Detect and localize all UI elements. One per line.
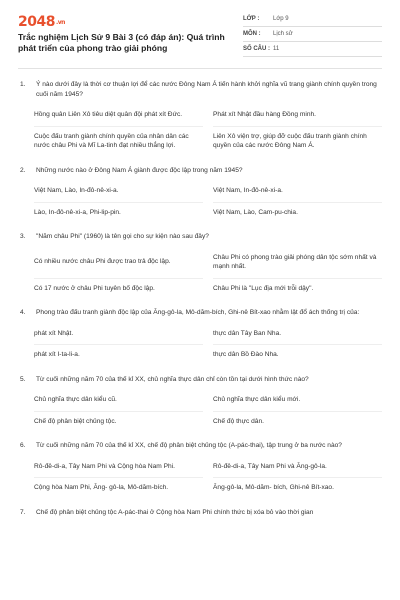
question-header [18, 80, 382, 99]
question-number: 4. [20, 309, 26, 316]
answer-options [34, 105, 382, 157]
question-header [18, 375, 382, 385]
answer-options [34, 324, 382, 366]
meta-value: Lịch sử [273, 31, 293, 37]
meta-key: MÔN : [243, 31, 261, 37]
logo-sub-text: .vn [55, 18, 65, 26]
answer-option[interactable]: phát xít I-ta-li-a. [34, 344, 203, 366]
answer-option[interactable]: Có nhiều nước châu Phi được trao trả độc lập. [34, 258, 171, 266]
question-text: Chế độ phân biệt chủng tộc A-pác-thai ở Cộng hòa Nam Phi chính thức bị xóa bỏ vào thời gian [36, 508, 314, 516]
logo-main-text: 2048 [18, 14, 55, 30]
answer-option[interactable]: Phát xít Nhật đầu hàng Đồng minh. [213, 111, 317, 118]
answer-options [34, 248, 382, 300]
question-item [18, 308, 382, 366]
question-text: Phong trào đấu tranh giành độc lập của Ăng-gô-la, Mô-dăm-bích, Ghi-nê Bít-xao nhằm lật đổ ách thống trị của: [36, 309, 360, 316]
meta-table [243, 12, 382, 57]
answer-option[interactable]: thực dân Tây Ban Nha. [213, 329, 282, 337]
meta-row-grade [243, 12, 382, 27]
answer-option[interactable]: Chủ nghĩa thực dân kiểu cũ. [34, 396, 117, 403]
question-text: Những nước nào ở Đông Nam Á giành được độc lập trong năm 1945? [36, 166, 243, 174]
question-item [18, 232, 382, 299]
answer-options [34, 457, 382, 499]
answer-option[interactable]: Chủ nghĩa thực dân kiểu mới. [213, 396, 301, 403]
answer-option[interactable]: Có 17 nước ở châu Phi tuyên bố độc lập. [34, 278, 203, 300]
question-item [18, 80, 382, 157]
answer-option[interactable]: Chế độ thực dân. [213, 411, 382, 433]
answer-option[interactable]: Chế độ phân biệt chủng tộc. [34, 411, 203, 433]
question-text: "Năm châu Phi" (1960) là tên gọi cho sự kiện nào sau đây? [36, 233, 209, 240]
meta-row-subject [243, 27, 382, 42]
answer-option[interactable]: Châu Phi có phong trào giải phóng dân tộc sớm nhất và mạnh nhất. [213, 253, 377, 270]
question-number: 2. [20, 166, 26, 174]
page-header [18, 10, 382, 60]
meta-value: Lớp 9 [273, 16, 289, 22]
question-text: Từ cuối những năm 70 của thế kỉ XX, chế độ phân biệt chủng tộc (A-pác-thai), tập trung ở ba nước nào? [36, 442, 342, 449]
answer-option[interactable]: Lào, In-đô-nê-xi-a, Phi-lip-pin. [34, 202, 203, 224]
answer-option[interactable]: Việt Nam, In-đô-nê-xi-a. [213, 187, 283, 194]
question-item [18, 375, 382, 433]
answer-options [34, 181, 382, 223]
answer-option[interactable]: Việt Nam, Lào, In-đô-nê-xi-a. [34, 187, 119, 194]
question-header [18, 308, 382, 318]
question-list [18, 80, 382, 526]
question-number: 1. [20, 81, 26, 88]
site-logo[interactable] [18, 14, 65, 30]
answer-option[interactable]: thực dân Bồ Đào Nha. [213, 344, 382, 366]
answer-option[interactable]: Châu Phi là "Lục địa mới trỗi dậy". [213, 278, 382, 300]
meta-row-count [243, 42, 382, 57]
question-number: 5. [20, 375, 26, 383]
answer-option[interactable]: Liên Xô viện trợ, giúp đỡ cuộc đấu tranh giành chính quyền của các nước Đông Nam Á. [213, 126, 382, 157]
answer-option[interactable]: Ăng-gô-la, Mô-dăm- bích, Ghi-nê Bít-xao. [213, 477, 382, 499]
answer-option[interactable]: Hồng quân Liên Xô tiêu diệt quân đội phát xít Đức. [34, 111, 183, 118]
question-header [18, 232, 382, 242]
question-item [18, 441, 382, 499]
header-divider [18, 68, 382, 69]
answer-option[interactable]: Cộng hòa Nam Phi, Ăng- gô-la, Mô-dăm-bích. [34, 477, 203, 499]
answer-option[interactable]: Rô-đê-di-a, Tây Nam Phi và Cộng hòa Nam Phi. [34, 462, 175, 470]
answer-option[interactable]: Cuộc đấu tranh giành chính quyền của nhân dân các nước châu Phi và Mĩ La-tinh đạt nhiều thắng lợi. [34, 126, 203, 157]
question-number: 6. [20, 442, 26, 449]
meta-value: 11 [273, 46, 280, 52]
question-header [18, 508, 382, 518]
question-text: Từ cuối những năm 70 của thế kỉ XX, chủ nghĩa thực dân chỉ còn tồn tại dưới hình thức nào? [36, 375, 309, 383]
question-number: 7. [20, 508, 26, 516]
meta-key: LỚP : [243, 16, 260, 22]
question-text: Ý nào dưới đây là thời cơ thuận lợi để các nước Đông Nam Á tiến hành khởi nghĩa vũ trang giành chính quyền trong cuối năm 1945? [36, 81, 377, 98]
question-number: 3. [20, 233, 26, 240]
answer-options [34, 390, 382, 432]
meta-key: SỐ CÂU : [243, 46, 270, 52]
page-title: Trắc nghiệm Lịch Sử 9 Bài 3 (có đáp án): Quá trình phát triển của phong trào giải phóng [18, 32, 225, 53]
answer-option[interactable]: Việt Nam, Lào, Cam-pu-chia. [213, 202, 382, 224]
question-item [18, 166, 382, 224]
question-item [18, 508, 382, 518]
question-header [18, 441, 382, 451]
question-header [18, 166, 382, 176]
answer-option[interactable]: Rô-đê-di-a, Tây Nam Phi và Ăng-gô-la. [213, 462, 327, 470]
answer-option[interactable]: phát xít Nhật. [34, 329, 74, 337]
